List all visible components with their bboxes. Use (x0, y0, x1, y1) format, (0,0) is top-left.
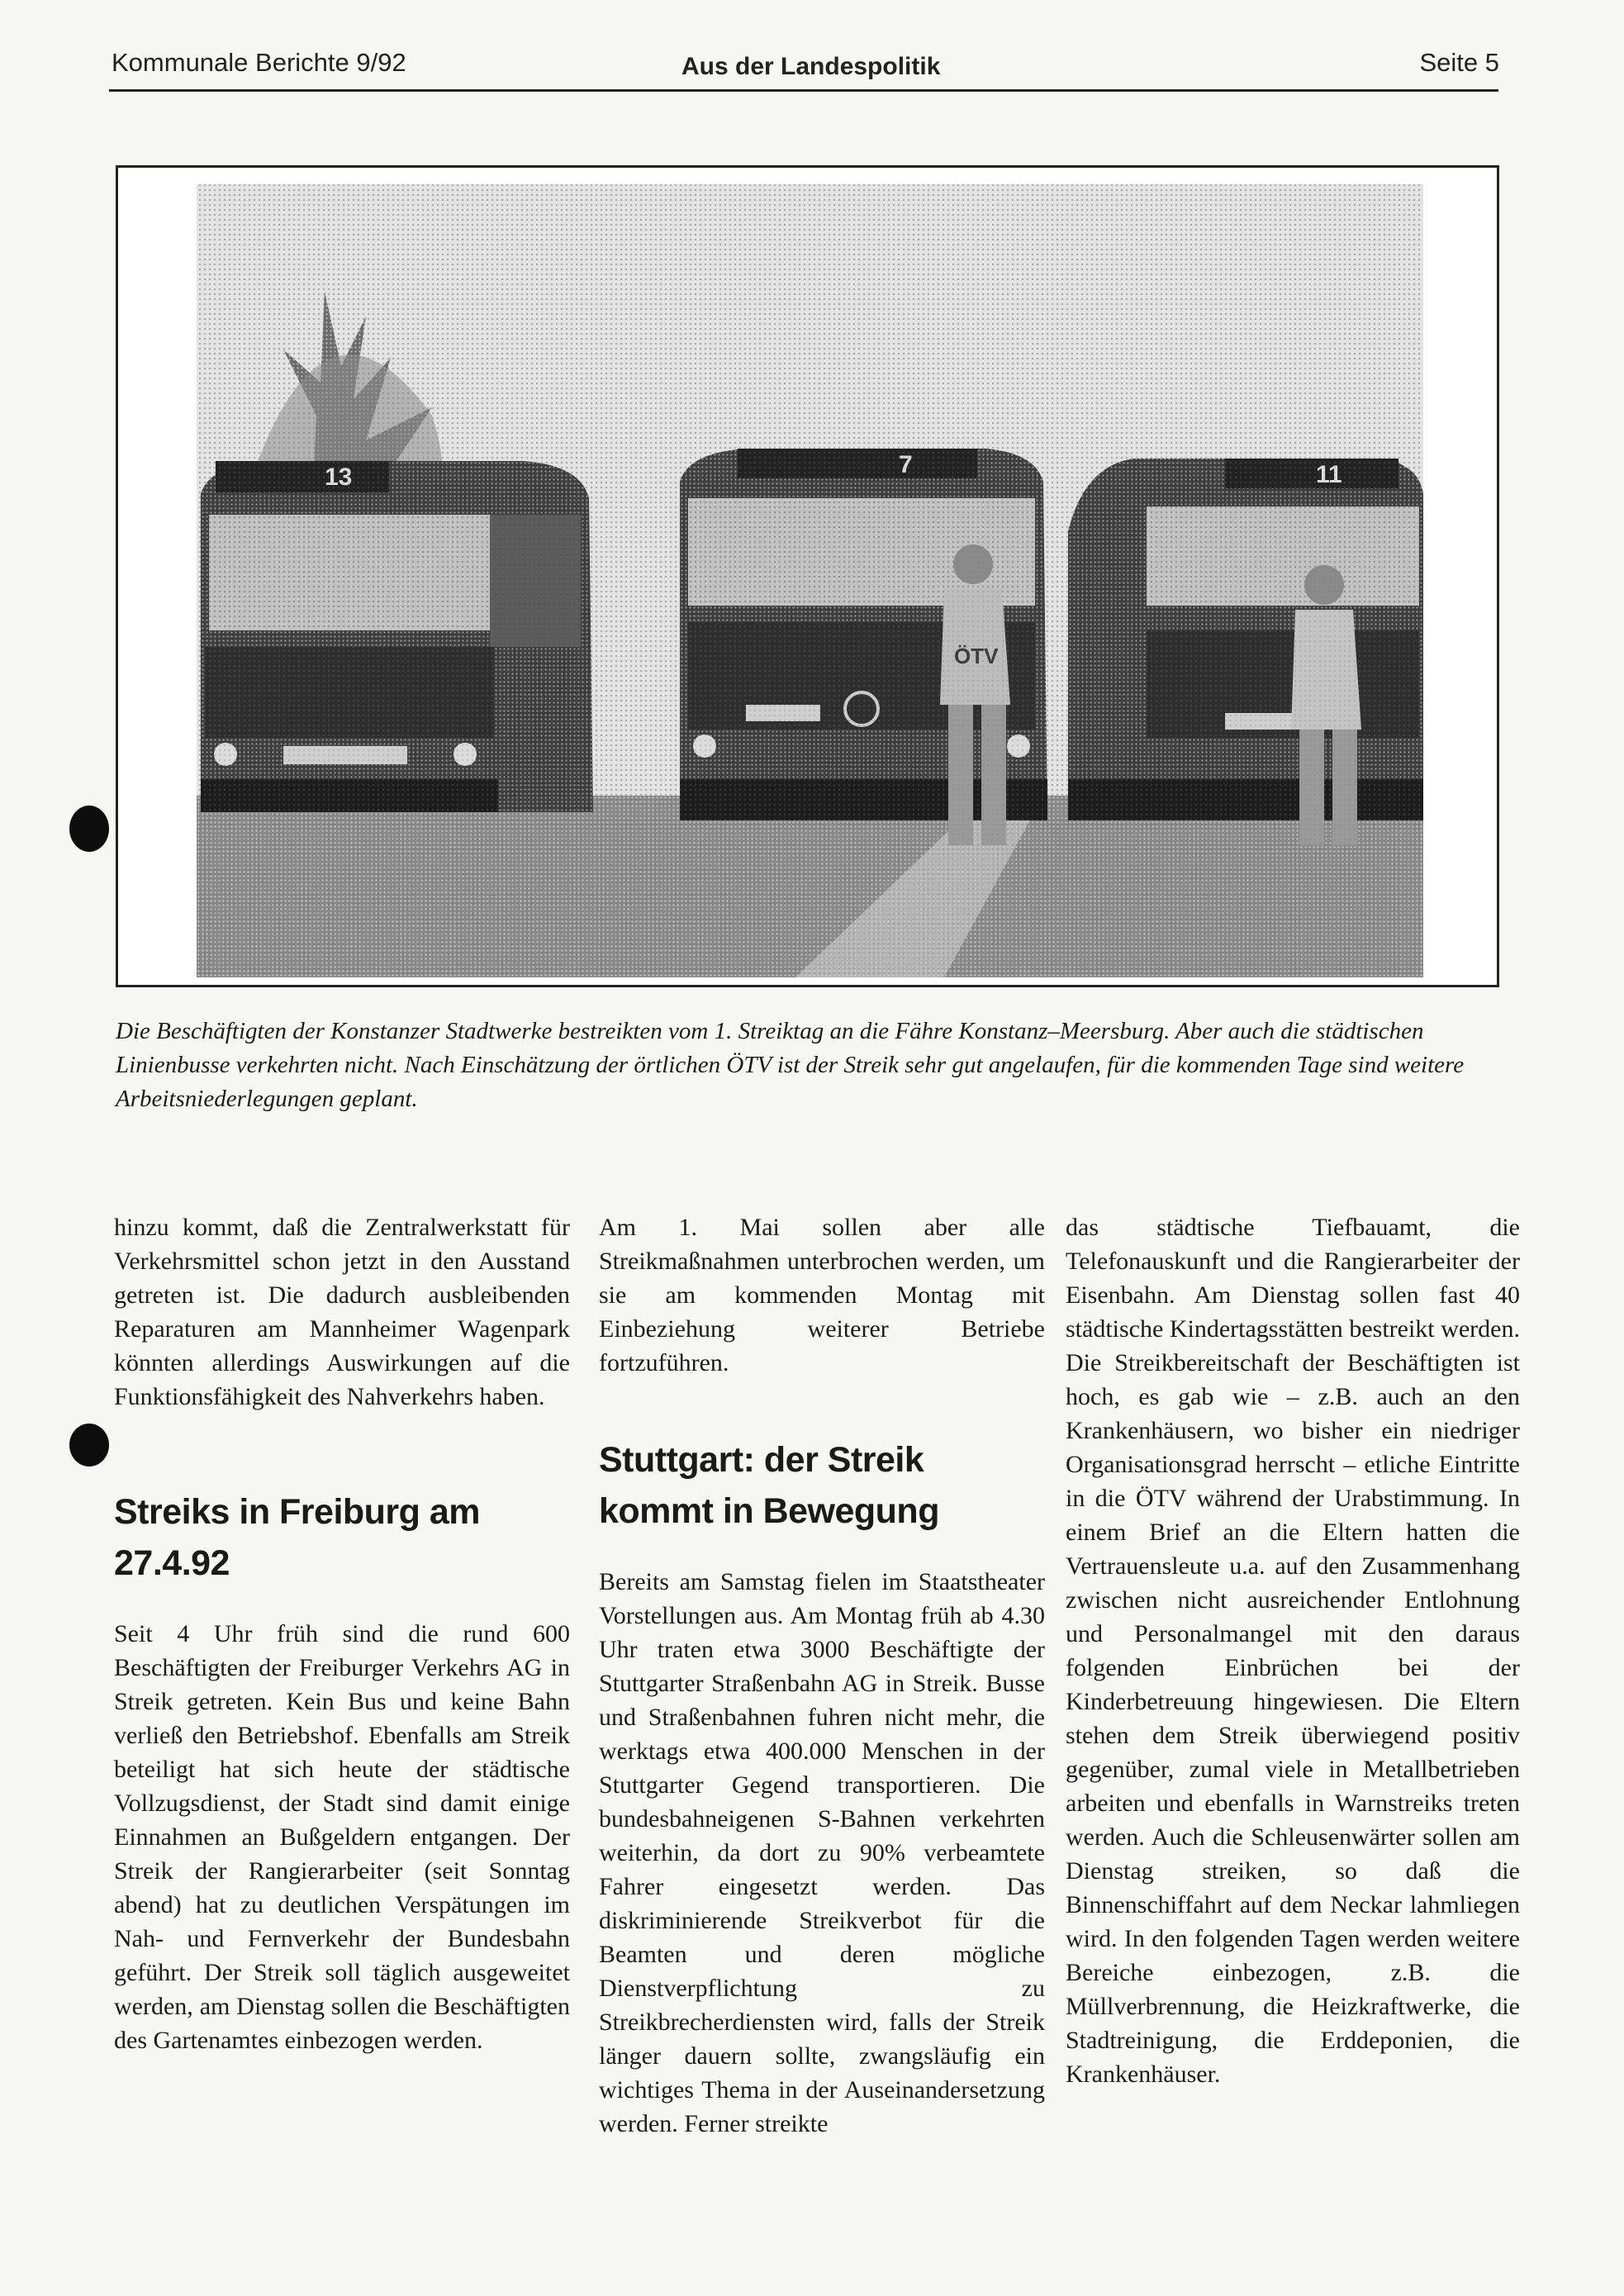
publication-title: Kommunale Berichte 9/92 (112, 48, 406, 77)
column-3 (1066, 1210, 1520, 2091)
col3-paragraph-1: das städtische Tiefbauamt, die Telefonauskunft und die Rangierarbeiter der Eisenbahn. Am Dienstag sollen fast 40 städtische Kindertagsstätten bestreikt werden. Die Streikbereitschaft der Beschäftigten ist hoch, es gab wie – z.B. auch an den Krankenhäusern, wo bisher ein niedriger Organisationsgrad herrscht – etliche Eintritte in die ÖTV während der Urabstimmung. In einem Brief an die Eltern hatten die Vertrauensleute u.a. auf den Zusammenhang zwischen nicht ausreichender Entlohnung und Personalmangel mit den daraus folgenden Einbrüchen bei der Kinderbetreuung hingewiesen. Die Eltern stehen dem Streik überwiegend positiv gegenüber, zumal viele in Metallbetrieben arbeiten und ebenfalls in Warnstreiks treten werden. Auch die Schleusenwärter sollen am Dienstag streiken, so daß die Binnenschiffahrt auf dem Neckar lahmliegen wird. In den folgenden Tagen werden weitere Bereiche einbezogen, z.B. die Müllverbrennung, die Heizkraftwerke, die Stadtreinigung, die Erddeponien, die Krankenhäuser. (1066, 1214, 1520, 2088)
bus-left-number: 13 (325, 463, 353, 491)
running-header (112, 48, 1499, 89)
heading-stuttgart: Stuttgart: der Streik kommt in Bewegung (599, 1440, 939, 1531)
punch-hole-upper (69, 806, 109, 852)
shirt-text: ÖTV (954, 644, 999, 668)
col1-paragraph-1: hinzu kommt, daß die Zentralwerkstatt für Verkehrsmittel schon jetzt in den Ausstand getreten ist. Die dadurch ausbleibenden Reparaturen am Mannheimer Wagenpark könnten allerdings Auswirkungen auf die Funktionsfähigkeit des Nahverkehrs haben. (114, 1214, 570, 1410)
col1-paragraph-2: Seit 4 Uhr früh sind die rund 600 Beschäftigten der Freiburger Verkehrs AG in Streik getreten. Kein Bus und keine Bahn verließ den Betriebshof. Ebenfalls am Streik beteiligt hat sich heute der städtische Vollzugsdienst, der Stadt sind damit einige Einnahmen an Bußgeldern entgangen. Der Streik der Rangierarbeiter (seit Sonntag abend) hat zu deutlichen Verspätungen im Nah- und Fernverkehr der Bundesbahn geführt. Der Streik soll täglich ausgeweitet werden, am Dienstag sollen die Beschäftigten des Gartenamtes einbezogen werden. (114, 1620, 570, 2054)
bus-middle-number: 7 (899, 451, 913, 478)
bus-right-number: 11 (1316, 461, 1342, 488)
bus-photo (116, 165, 1499, 987)
page-number: Seite 5 (1419, 48, 1499, 77)
column-1 (114, 1210, 570, 2057)
punch-hole-lower (69, 1424, 109, 1466)
col2-paragraph-1: Am 1. Mai sollen aber alle Streikmaßnahmen unterbrochen werden, um sie am kommenden Montag mit Einbeziehung weiterer Betriebe fortzuführen. (599, 1214, 1045, 1376)
column-2 (599, 1210, 1045, 2141)
heading-freiburg: Streiks in Freiburg am 27.4.92 (114, 1492, 481, 1583)
col2-paragraph-2: Bereits am Samstag fielen im Staatstheater Vorstellungen aus. Am Montag früh ab 4.30 Uhr traten etwa 3000 Beschäftigte der Stuttgarter Straßenbahn AG in Streik. Busse und Straßenbahnen fuhren nicht mehr, die werktags etwa 400.000 Menschen in der Stuttgarter Gegend transportieren. Die bundesbahneigenen S-Bahnen verkehrten weiterhin, da dort zu 90% verbeamtete Fahrer eingesetzt werden. Das diskriminierende Streikverbot für die Beamten und deren mögliche Dienstverpflichtung zu Streikbrecherdiensten wird, falls der Streik länger dauern sollte, zwangsläufig ein wichtiges Thema in der Auseinandersetzung werden. Ferner streikte (599, 1568, 1045, 2137)
bus-photo-illustration (118, 168, 1497, 985)
header-rule (109, 89, 1498, 92)
photo-caption: Die Beschäftigten der Konstanzer Stadtwerke bestreikten vom 1. Streiktag an die Fähre Konstanz–Meersburg. Aber auch die städtischen Linienbusse verkehrten nicht. Nach Einschätzung der örtlichen ÖTV ist der Streik sehr gut angelaufen, für die kommenden Tage sind weitere Arbeitsniederlegungen geplant. (116, 1018, 1465, 1112)
section-title: Aus der Landespolitik (681, 53, 941, 80)
